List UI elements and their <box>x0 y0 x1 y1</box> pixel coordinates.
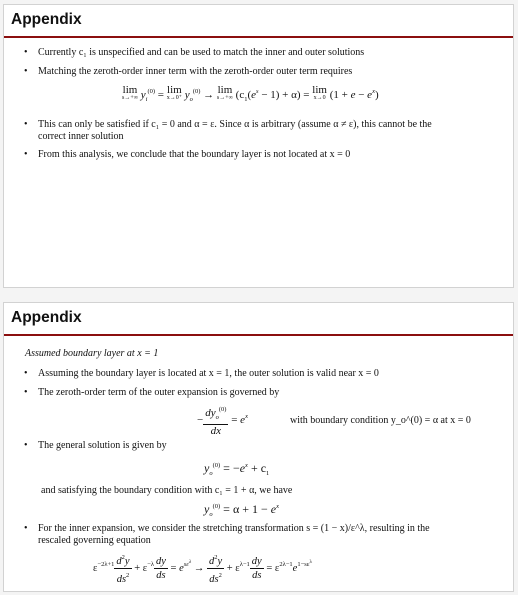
bullet-item <box>24 47 499 59</box>
bullet-text: Assuming the boundary layer is located at x = 1, the outer solution is valid near x = 0 <box>38 368 379 379</box>
bullet-text-continued: rescaled governing equation <box>38 535 151 546</box>
bullet-dot: • <box>24 149 28 160</box>
bullet-text: Matching the zeroth-order inner term with the zeroth-order outer term requires <box>38 66 353 77</box>
matching-equation: lim s→+∞ $y_i^{(0)} = \lim$ x→0⁺ $y_o^{(0)} \to \lim$ s→+∞ $(c_1(e^s - 1) + \alpha) = \lim$ x→0 $(1 + e - e^x)$ <box>122 84 379 103</box>
bullet-text: The general solution is given by <box>38 440 167 451</box>
bullet-text: For the inner expansion, we consider the stretching transformation s = (1 − x)/ε^λ, resulting in the <box>38 523 430 534</box>
slide-1 <box>3 4 514 288</box>
bullet-item <box>24 523 499 547</box>
bullet-dot: • <box>24 523 28 534</box>
bullet-item <box>24 119 499 143</box>
outer-governing-equation: − $\frac{dy_o^{(0)}}{dx}$ = $e^x$ <box>197 403 248 438</box>
bullet-dot: • <box>24 66 28 77</box>
outer-solution-equation: $y_o^{(0)} = \alpha + 1 - e^x$ <box>204 502 279 518</box>
bullet-item <box>24 368 499 380</box>
assumed-label: Assumed boundary layer at x = 1 <box>25 348 159 359</box>
bullet-dot: • <box>24 387 28 398</box>
bullet-dot: • <box>24 119 28 130</box>
slide-body <box>4 39 513 287</box>
bullet-item <box>24 387 499 399</box>
bullet-item <box>24 149 499 161</box>
bullet-item <box>24 66 499 78</box>
general-solution-equation: $y_o^{(0)} = -e^x + c_1$ <box>204 461 270 477</box>
bullet-dot: • <box>24 47 28 58</box>
slide-2 <box>3 302 514 592</box>
slide-title: Appendix <box>11 11 82 28</box>
boundary-condition-text: with boundary condition y_o^(0) = α at x = 0 <box>290 415 471 426</box>
bullet-text: The zeroth-order term of the outer expansion is governed by <box>38 387 280 398</box>
slide-body <box>4 337 513 591</box>
bullet-dot: • <box>24 440 28 451</box>
header-rule <box>4 36 513 38</box>
bullet-dot: • <box>24 368 28 379</box>
rescaled-equation: $\varepsilon^{-2\lambda+1}$ $\frac{d^2y}{ds^2}$ + $\varepsilon^{-\lambda}$ $\frac{dy}{ds}$ = $e^{s\varepsilon^\lambda}$ → $\frac{d^2y}{ds^2}$ + $\varepsilon^{\lambda-1}$ $\frac{dy}{ds}$ = $\varepsilon^{2\lambda-1}e^{1-s\varepsilon^\lambda}$ <box>93 551 312 586</box>
bullet-text: Currently c₁ is unspecified and can be used to match the inner and outer solutions <box>38 47 365 58</box>
slide-title: Appendix <box>11 309 82 326</box>
bullet-item <box>24 440 499 452</box>
slide-header <box>4 5 513 37</box>
satisfy-text: and satisfying the boundary condition with c₁ = 1 + α, we have <box>41 485 293 496</box>
bullet-text: This can only be satisfied if c₁ = 0 and α = ε. Since α is arbitrary (assume α ≠ ε), this cannot be the <box>38 119 432 130</box>
header-rule <box>4 334 513 336</box>
bullet-text: From this analysis, we conclude that the boundary layer is not located at x = 0 <box>38 149 351 160</box>
slide-header <box>4 303 513 335</box>
bullet-text-continued: correct inner solution <box>38 131 124 142</box>
